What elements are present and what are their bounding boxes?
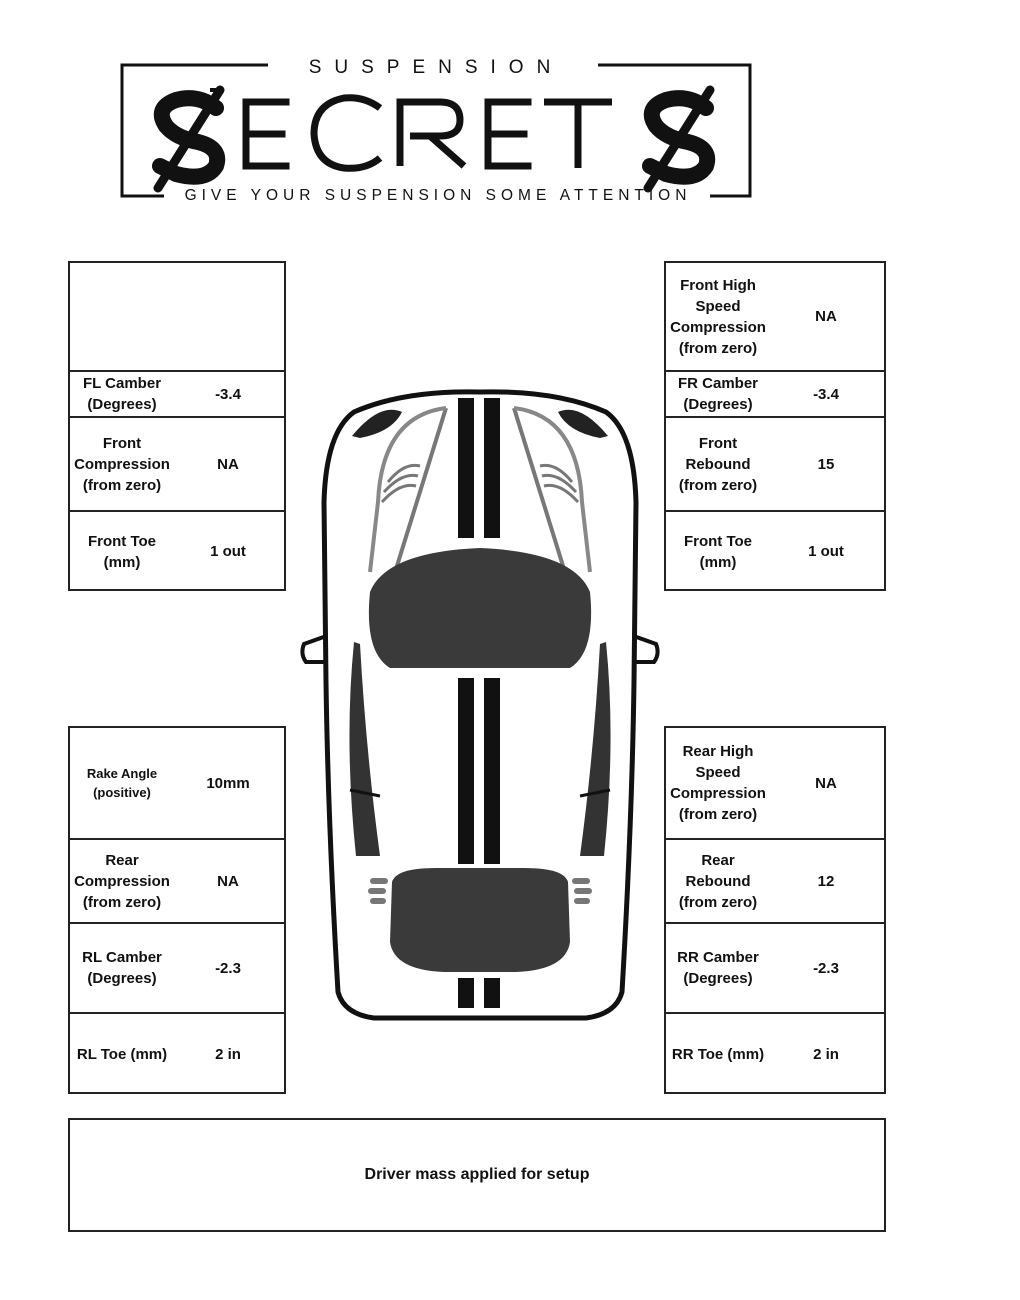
row-value: 12 (817, 872, 835, 890)
fl-camber-row (70, 370, 284, 416)
rear-hs-compression-row (666, 728, 884, 838)
row-label: Rear Compression (from zero) (74, 851, 170, 911)
row-label: RL Camber (Degrees) (82, 949, 162, 987)
row-value: 10mm (206, 774, 250, 792)
row-value: 2 in (813, 1045, 839, 1063)
front-left-blank-row (70, 263, 284, 370)
row-label: Front Rebound (from zero) (678, 434, 758, 494)
row-value: 1 out (210, 543, 246, 560)
rear-compression-row (70, 838, 284, 922)
row-label: FL Camber (Degrees) (82, 375, 162, 413)
row-value: NA (217, 872, 239, 890)
rl-camber-row (70, 922, 284, 1012)
row-value: NA (815, 774, 837, 792)
fr-camber-row (666, 370, 884, 416)
row-value: -2.3 (813, 959, 839, 977)
row-label: Rear Rebound (from zero) (678, 851, 758, 911)
dollar-s-left-icon (158, 90, 222, 188)
front-hs-compression-row (666, 263, 884, 370)
row-label: RR Camber (Degrees) (677, 949, 759, 987)
row-label: Rake Angle (positive) (86, 766, 158, 800)
row-label: RR Toe (mm) (671, 1045, 765, 1063)
rear-rebound-row (666, 838, 884, 922)
row-value: -3.4 (215, 385, 241, 403)
rr-camber-row (666, 922, 884, 1012)
front-rebound-row (666, 416, 884, 510)
row-value: NA (815, 308, 837, 325)
row-value: NA (217, 455, 239, 473)
front-toe-left-row (70, 510, 284, 591)
row-label: Front Compression (from zero) (74, 434, 170, 494)
row-value: 2 in (215, 1045, 241, 1063)
car-top-view-illustration (296, 382, 664, 1032)
driver-mass-box (68, 1118, 886, 1232)
rake-angle-row (70, 728, 284, 838)
rr-toe-row (666, 1012, 884, 1094)
row-value: -3.4 (813, 385, 839, 403)
row-label: Front Toe (mm) (683, 532, 753, 571)
row-label: Front High Speed Compression (from zero) (670, 276, 766, 357)
row-label: RL Toe (mm) (76, 1045, 168, 1063)
logo-tagline: GIVE YOUR SUSPENSION SOME ATTENTION (184, 187, 692, 204)
dollar-s-right-icon (648, 90, 710, 188)
front-left-panel (68, 261, 286, 591)
row-label: Rear High Speed Compression (from zero) (670, 743, 766, 823)
row-label: FR Camber (Degrees) (677, 375, 759, 413)
front-right-panel (664, 261, 886, 591)
front-toe-right-row (666, 510, 884, 591)
rear-right-panel (664, 726, 886, 1094)
suspension-secrets-logo (118, 50, 758, 210)
logo-top-line: SUSPENSION (308, 57, 564, 78)
row-value: 15 (817, 455, 835, 473)
rear-left-panel (68, 726, 286, 1094)
rl-toe-row (70, 1012, 284, 1094)
driver-mass-label: Driver mass applied for setup (364, 1166, 590, 1183)
row-value: -2.3 (215, 959, 241, 977)
row-value: 1 out (808, 543, 844, 560)
row-label: Front Toe (mm) (87, 532, 157, 571)
front-compression-row (70, 416, 284, 510)
